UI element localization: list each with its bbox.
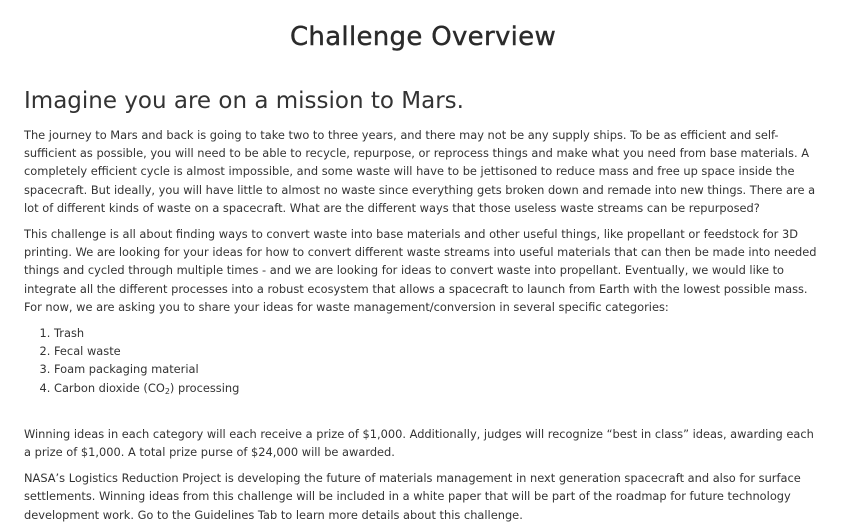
co2-subscript: 2 [164, 386, 170, 396]
category-list [24, 324, 824, 401]
mission-heading: Imagine you are on a mission to Mars. [24, 88, 464, 114]
list-item: 3. Foam packaging material [54, 360, 824, 378]
list-item: 2. Fecal waste [54, 342, 824, 360]
challenge-overview-content [24, 86, 824, 532]
challenge-description-paragraph: This challenge is all about finding ways to convert waste into base materials and other useful things, like propellant or feedstock for 3D printing. We are looking for your ideas for how to convert different waste streams into useful materials that can then be made into needed things and cycled through multiple times - and we are looking for ideas to convert waste into propellant. Eventually, we would like to integrate all the different processes into a robust ecosystem that allows a spacecraft to launch from Earth with the lowest possible mass. For now, we are asking you to share your ideas for waste management/conversion in several specific categories: [24, 227, 817, 314]
category-4-suffix: ) processing [169, 380, 240, 395]
prize-paragraph: Winning ideas in each category will each receive a prize of $1,000. Additionally, judges will recognize “best in class” ideas, awarding each a prize of $1,000. A total prize purse of $24,000 will be awarded. [24, 426, 814, 460]
list-item [54, 379, 824, 401]
nasa-project-paragraph: NASA’s Logistics Reduction Project is developing the future of materials management in next generation spacecraft and also for surface settlements. Winning ideas from this challenge will be included in a white paper that will be part of the roadmap for future technology development work. Go to the Guidelines Tab to learn more details about this challenge. [24, 471, 801, 522]
page-title: Challenge Overview [289, 22, 557, 52]
intro-paragraph: The journey to Mars and back is going to take two to three years, and there may not be any supply ships. To be as efficient and self-sufficient as possible, you will need to be able to recycle, repurpose, or reprocess things and make what you need from base materials. A completely efficient cycle is almost impossible, and some waste will have to be jettisoned to reduce mass and free up space inside the spacecraft. But ideally, you will have little to almost no waste since everything gets broken down and remade into new things. There are a lot of different kinds of waste on a spacecraft. What are the different ways that those useless waste streams can be repurposed? [24, 128, 816, 215]
list-item: 1. Trash [54, 324, 824, 342]
category-4-prefix: Carbon dioxide (CO [54, 380, 165, 395]
